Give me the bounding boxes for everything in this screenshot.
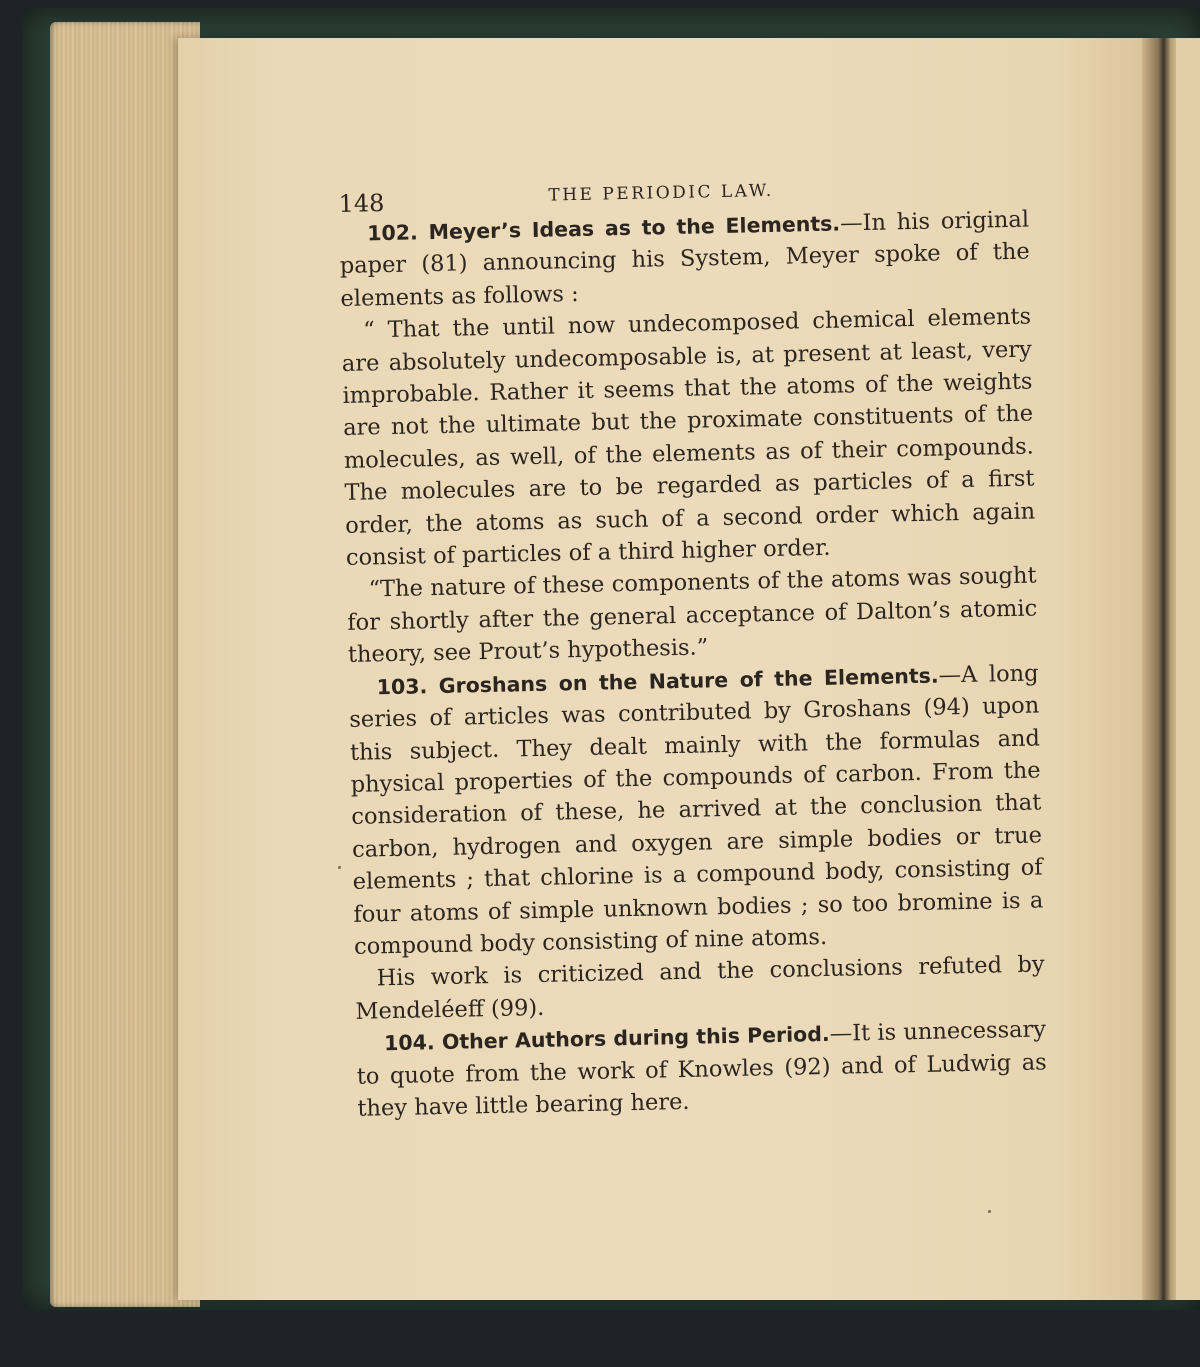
paragraph-text: His work is criticized and the conclusions refuted by Mendeléeff (99). — [355, 951, 1045, 1025]
paragraph-text: “The nature of these components of the atoms was sought for shortly after the general acceptance of Dalton’s atomic theory, see Prout’s hypothesis.” — [347, 562, 1038, 669]
section-104-paragraph — [356, 1014, 1048, 1126]
section-103-paragraph — [348, 657, 1044, 963]
paragraph-text: —It is unnecessary to quote from the work of Knowles (92) and of Ludwig as they have little bearing here. — [356, 1016, 1047, 1122]
paper-speck — [338, 866, 341, 869]
page-text — [338, 164, 1048, 1126]
page-number: 148 — [338, 189, 385, 218]
section-heading: 104. Other Authors during this Period. — [383, 1022, 830, 1056]
paragraph-text: —A long series of articles was contributed by Groshans (94) upon this subject. They dealt mainly with the formulas and physical properties of the compounds of carbon. From the consideration of these, he arrived at the conclusion that carbon, hydrogen and oxygen are simple bodies or true elements ; that chlorine is a compound body, consisting of four atoms of simple unknown bodies ; so too bromine is a compound body consisting of nine atoms. — [349, 660, 1044, 960]
quote-paragraph — [341, 301, 1036, 575]
book-gutter — [1142, 38, 1178, 1300]
quote-paragraph — [346, 560, 1038, 672]
section-102-paragraph — [339, 204, 1031, 316]
facing-page-edge — [1176, 38, 1200, 1300]
paragraph-text: —In his original paper (81) announcing his System, Meyer spoke of the elements as follows : — [339, 206, 1030, 312]
paper-speck — [988, 1210, 991, 1213]
section-heading: 102. Meyer’s Ideas as to the Elements. — [366, 211, 841, 246]
paragraph-text: “ That the until now undecomposed chemical elements are absolutely undecomposable is, at present at least, very improbable. Rather it seems that the atoms of the weights are not the ultimate but the proximate constituents of the molecules, as well, of the elements as of their compounds. The molecules are to be regarded as particles of a first order, the atoms as such of a second order which again consist of particles of a third higher order. — [341, 303, 1036, 571]
running-title: THE PERIODIC LAW. — [548, 180, 774, 206]
section-heading: 103. Groshans on the Nature of the Elements. — [376, 663, 939, 699]
